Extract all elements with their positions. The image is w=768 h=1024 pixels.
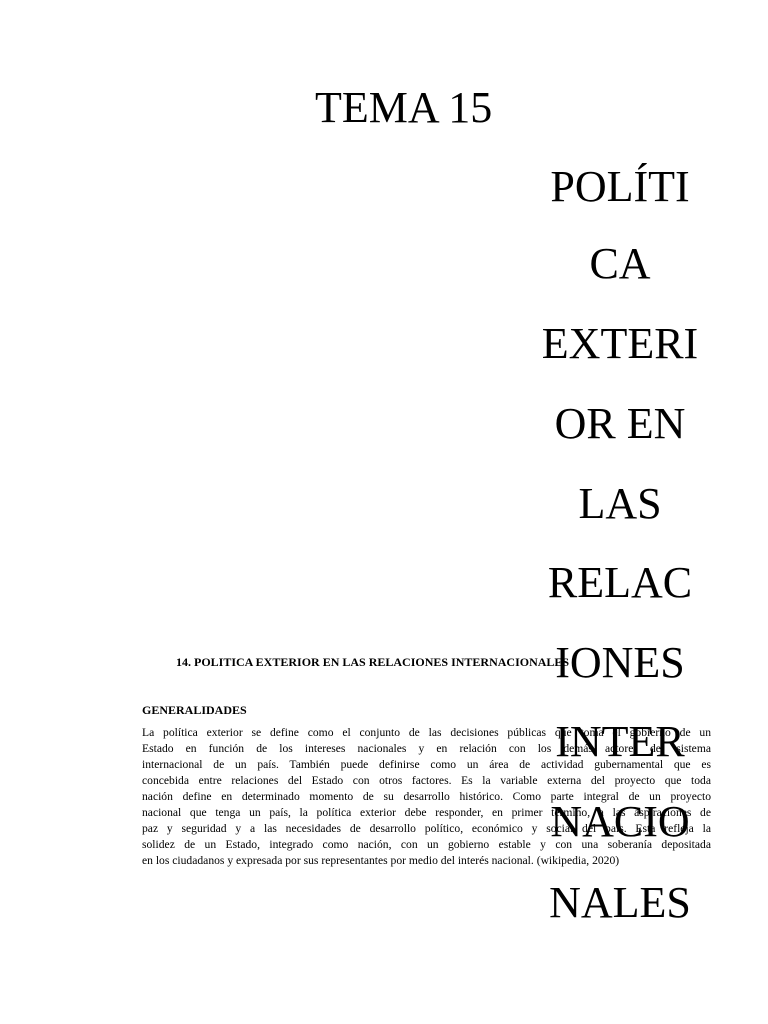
title-line: INTER	[555, 717, 685, 766]
title-line: POLÍTI	[550, 162, 690, 211]
title-line: OR EN	[554, 399, 686, 448]
paragraph-line: Estado en función de los intereses nacionales y en relación con los demás actores del sistema	[142, 742, 711, 755]
title-line: EXTERI	[541, 319, 699, 368]
section-heading: 14. POLITICA EXTERIOR EN LAS RELACIONES INTERNACIONALES	[176, 655, 570, 669]
paragraph-line: concebida entre relaciones del Estado con otros factores. Es la variable externa del proyecto que toda	[142, 774, 711, 787]
paragraph-line: solidez de un Estado, integrado como nación, con un gobierno estable y con una soberanía depositada	[142, 838, 711, 851]
title-line: NALES	[549, 878, 691, 927]
tema-title: TEMA 15	[315, 83, 493, 132]
title-line: IONES	[555, 638, 685, 687]
paragraph-line: La política exterior se define como el conjunto de las decisiones públicas que toma el gobierno de un	[142, 726, 711, 739]
paragraph-line: en los ciudadanos y expresada por sus representantes por medio del interés nacional. (wikipedia, 2020)	[142, 854, 620, 867]
paragraph-line: nacional que tenga un país, la política exterior debe responder, en primer término, a las aspiraciones de	[142, 806, 711, 819]
title-line: RELAC	[547, 558, 693, 607]
title-line: CA	[589, 239, 651, 288]
title-line: LAS	[578, 479, 662, 528]
subheading-generalidades: GENERALIDADES	[142, 703, 247, 717]
paragraph-line: paz y seguridad y a las necesidades de desarrollo político, económico y social del país. Esta refleja la	[142, 822, 711, 835]
title-line: NACIO	[550, 797, 690, 846]
paragraph-line: nación define en determinado momento de su desarrollo histórico. Como parte integral de un proyecto	[142, 790, 711, 803]
paragraph-line: internacional de un país. También puede definirse como un área de actividad gubernamental que es	[142, 758, 711, 771]
